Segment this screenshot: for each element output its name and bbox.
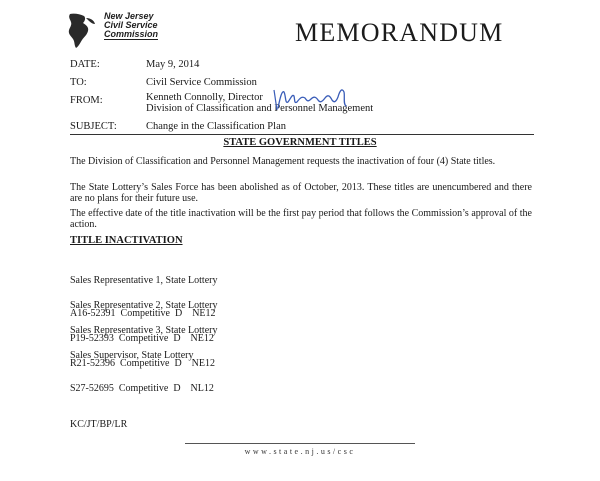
to-value: Civil Service Commission: [146, 77, 257, 88]
from-name: Kenneth Connolly, Director: [146, 92, 263, 103]
date-value: May 9, 2014: [146, 59, 200, 70]
logo-text: [104, 12, 158, 40]
nj-state-silhouette-icon: [62, 12, 102, 50]
header-rule: [70, 134, 534, 135]
logo-line-1: New Jersey: [104, 11, 154, 21]
paragraph-2: The State Lottery’s Sales Force has been abolished as of October, 2013. These titles are unencumbered and there are no plans for their future use.: [70, 182, 532, 204]
date-label: DATE:: [70, 59, 100, 70]
title-name: Sales Representative 2, State Lottery: [70, 300, 218, 311]
director-signature: [272, 84, 372, 114]
author-initials: KC/JT/BP/LR: [70, 419, 128, 430]
paragraph-3: The effective date of the title inactivation will be the first pay period that follows the Commission’s approval of the action.: [70, 208, 532, 230]
title-code: P19-52393 Competitive D NE12: [70, 333, 214, 344]
footer-rule: [185, 443, 415, 444]
section-title: STATE GOVERNMENT TITLES: [223, 137, 377, 148]
title-name: Sales Representative 3, State Lottery: [70, 325, 218, 336]
logo-line-2: Civil Service: [104, 20, 158, 30]
title-name: Sales Representative 1, State Lottery: [70, 275, 218, 286]
memo-title: MEMORANDUM: [295, 18, 504, 47]
from-division: Division of Classification and Personnel Management: [146, 103, 374, 114]
logo-line-3: Commission: [104, 29, 159, 39]
title-name: Sales Supervisor, State Lottery: [70, 350, 194, 361]
subject-label: SUBJECT:: [70, 121, 117, 132]
nj-csc-logo: [62, 12, 182, 52]
from-label: FROM:: [70, 95, 103, 106]
title-item: [70, 328, 214, 416]
paragraph-1: The Division of Classification and Personnel Management requests the inactivation of four (4) State titles.: [70, 156, 496, 167]
title-inactivation-heading: TITLE INACTIVATION: [70, 235, 183, 246]
title-code: S27-52695 Competitive D NL12: [70, 383, 214, 394]
subject-value: Change in the Classification Plan: [146, 121, 286, 132]
title-code: R21-52396 Competitive D NE12: [70, 358, 215, 369]
to-label: TO:: [70, 77, 87, 88]
title-code: A16-52391 Competitive D NE12: [70, 308, 216, 319]
footer-url: www.state.nj.us/csc: [244, 447, 356, 456]
